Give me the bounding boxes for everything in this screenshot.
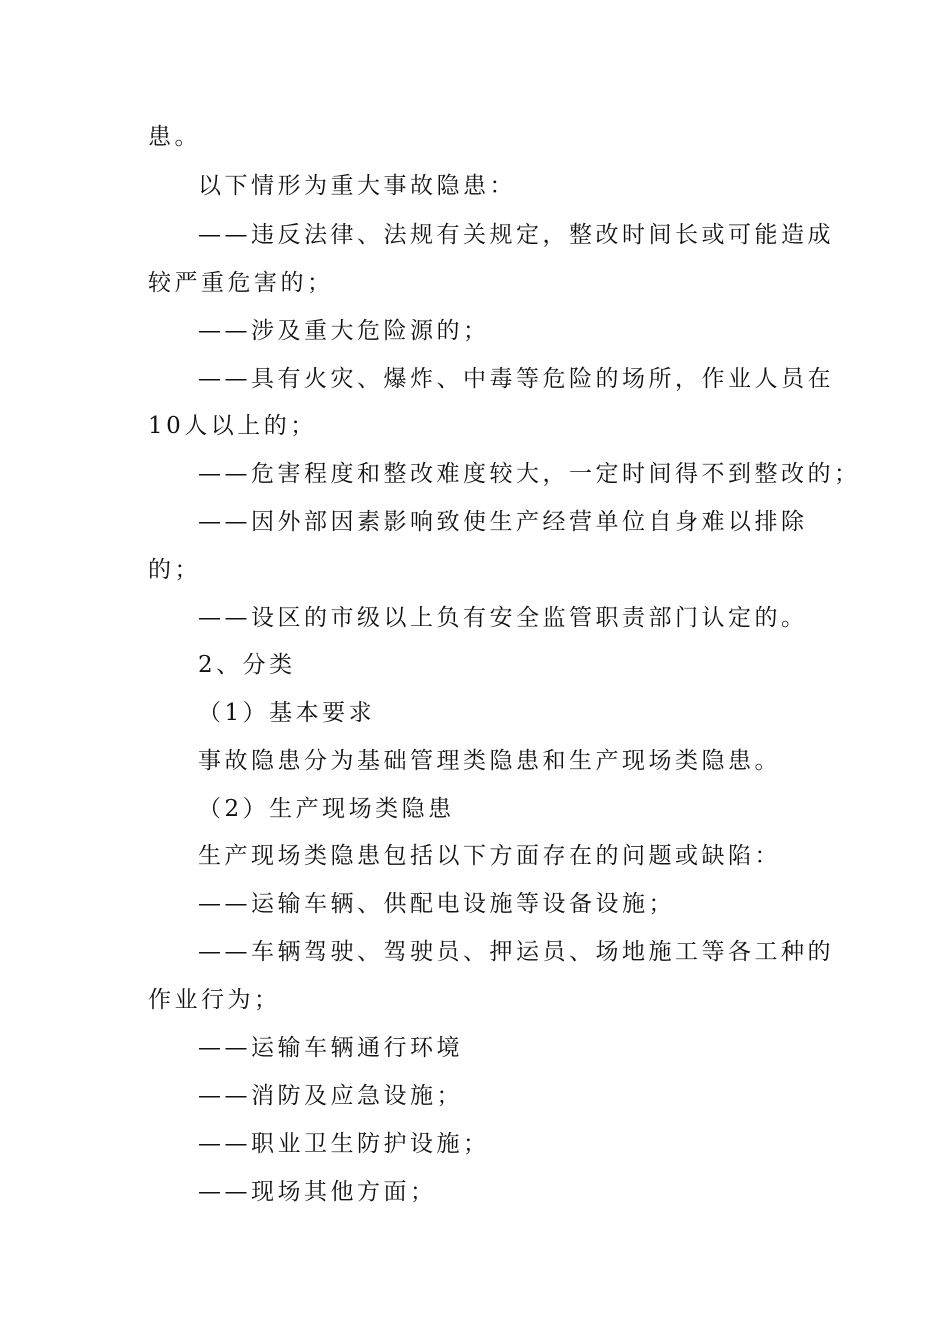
- text-line: 较严重危害的；: [148, 270, 334, 296]
- text-line: ——运输车辆通行环境: [198, 1035, 463, 1061]
- text-line: 的；: [148, 557, 201, 583]
- subsection-heading: （1）基本要求: [198, 700, 376, 726]
- text-line: ——违反法律、法规有关规定，整改时间长或可能造成: [198, 222, 834, 248]
- text-line: 生产现场类隐患包括以下方面存在的问题或缺陷：: [198, 843, 781, 869]
- text-line: 以下情形为重大事故隐患：: [198, 173, 516, 199]
- text-line: 患。: [148, 124, 201, 150]
- text-line: ——现场其他方面；: [198, 1179, 437, 1205]
- text-line: 作业行为；: [148, 987, 281, 1013]
- text-line: ——危害程度和整改难度较大，一定时间得不到整改的；: [198, 461, 861, 487]
- text-line: ——具有火灾、爆炸、中毒等危险的场所，作业人员在: [198, 366, 834, 392]
- text-line: ——职业卫生防护设施；: [198, 1131, 490, 1157]
- text-line: ——设区的市级以上负有安全监管职责部门认定的。: [198, 605, 808, 631]
- text-line: ——消防及应急设施；: [198, 1083, 463, 1109]
- text-line: ——车辆驾驶、驾驶员、押运员、场地施工等各工种的: [198, 939, 834, 965]
- text-line: ——运输车辆、供配电设施等设备设施；: [198, 891, 675, 917]
- section-heading: 2、分类: [198, 652, 296, 678]
- text-line: 事故隐患分为基础管理类隐患和生产现场类隐患。: [198, 748, 781, 774]
- subsection-heading: （2）生产现场类隐患: [198, 796, 455, 822]
- text-line: ——因外部因素影响致使生产经营单位自身难以排除: [198, 509, 808, 535]
- text-line: ——涉及重大危险源的；: [198, 318, 490, 344]
- text-line: 10人以上的；: [148, 413, 317, 439]
